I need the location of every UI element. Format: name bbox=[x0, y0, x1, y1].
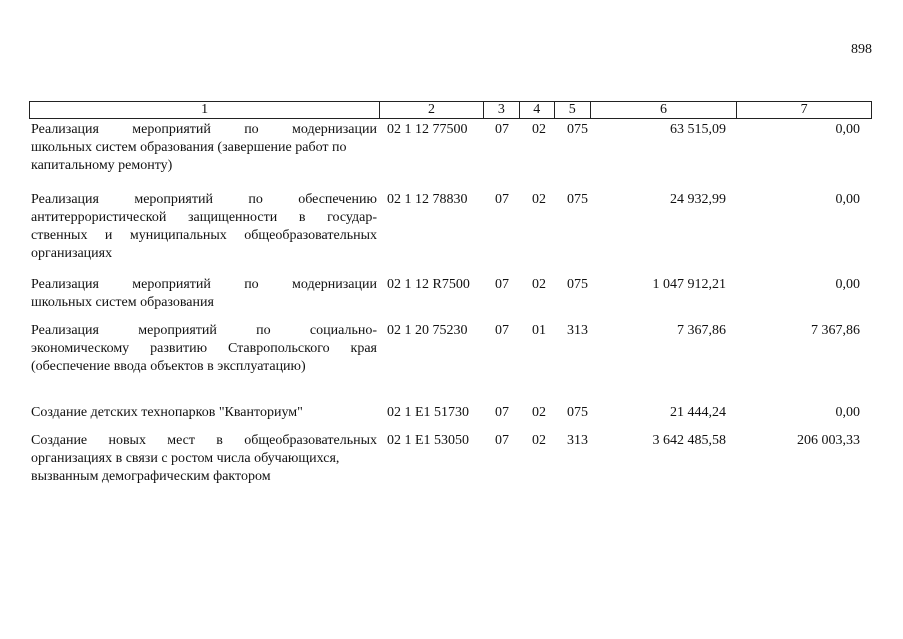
row-col-3: 07 bbox=[495, 433, 509, 448]
row-col-4: 02 bbox=[532, 122, 546, 137]
row-description bbox=[31, 322, 377, 376]
row-amount-6: 24 932,99 bbox=[670, 192, 726, 207]
row-code: 02 1 E1 53050 bbox=[387, 433, 470, 448]
row-amount-7: 0,00 bbox=[835, 277, 860, 292]
row-amount-7: 206 003,33 bbox=[797, 433, 860, 448]
row-description bbox=[31, 191, 377, 263]
row-amount-7: 0,00 bbox=[835, 122, 860, 137]
header-col-6: 6 bbox=[591, 102, 738, 118]
description-line: вызванным демографическим фактором bbox=[31, 469, 271, 484]
page-number: 898 bbox=[851, 42, 872, 57]
row-amount-7: 0,00 bbox=[835, 405, 860, 420]
row-description bbox=[31, 276, 377, 312]
row-col-5: 075 bbox=[567, 277, 588, 292]
row-col-3: 07 bbox=[495, 192, 509, 207]
row-description bbox=[31, 121, 377, 175]
header-col-4: 4 bbox=[520, 102, 555, 118]
description-line: организациях bbox=[31, 246, 113, 261]
description-line: экономическому развитию Ставропольского края bbox=[31, 341, 377, 356]
row-col-4: 02 bbox=[532, 405, 546, 420]
row-col-3: 07 bbox=[495, 277, 509, 292]
row-amount-6: 63 515,09 bbox=[670, 122, 726, 137]
row-col-5: 313 bbox=[567, 433, 588, 448]
row-col-4: 01 bbox=[532, 323, 546, 338]
row-code: 02 1 12 R7500 bbox=[387, 277, 470, 292]
description-line: Создание детских технопарков "Кванториум" bbox=[31, 405, 303, 420]
description-line: антитеррористической защищенности в государ- bbox=[31, 210, 377, 225]
row-col-5: 313 bbox=[567, 323, 588, 338]
header-col-7: 7 bbox=[800, 102, 808, 117]
row-col-5: 075 bbox=[567, 192, 588, 207]
row-col-4: 02 bbox=[532, 192, 546, 207]
description-line: капитальному ремонту) bbox=[31, 158, 173, 173]
row-code: 02 1 12 77500 bbox=[387, 122, 468, 137]
row-amount-6: 7 367,86 bbox=[677, 323, 726, 338]
row-amount-7: 0,00 bbox=[835, 192, 860, 207]
description-line: школьных систем образования bbox=[31, 295, 214, 310]
description-line: Создание новых мест в общеобразовательных bbox=[31, 433, 377, 448]
description-line: Реализация мероприятий по социально- bbox=[31, 323, 377, 338]
header-col-5: 5 bbox=[555, 102, 591, 118]
row-col-4: 02 bbox=[532, 433, 546, 448]
table-header bbox=[29, 101, 872, 119]
description-line: Реализация мероприятий по обеспечению bbox=[31, 192, 377, 207]
row-code: 02 1 12 78830 bbox=[387, 192, 468, 207]
row-amount-6: 21 444,24 bbox=[670, 405, 726, 420]
header-col-3: 3 bbox=[484, 102, 520, 118]
row-col-3: 07 bbox=[495, 122, 509, 137]
description-line: (обеспечение ввода объектов в эксплуатацию) bbox=[31, 359, 306, 374]
row-amount-6: 3 642 485,58 bbox=[652, 433, 726, 448]
row-col-5: 075 bbox=[567, 405, 588, 420]
row-code: 02 1 E1 51730 bbox=[387, 405, 470, 420]
row-col-3: 07 bbox=[495, 323, 509, 338]
row-description bbox=[31, 404, 377, 422]
description-line: Реализация мероприятий по модернизации bbox=[31, 122, 377, 137]
description-line: ственных и муниципальных общеобразовательных bbox=[31, 228, 377, 243]
description-line: организациях в связи с ростом числа обучающихся, bbox=[31, 451, 340, 466]
description-line: Реализация мероприятий по модернизации bbox=[31, 277, 377, 292]
row-amount-7: 7 367,86 bbox=[811, 323, 860, 338]
description-line: школьных систем образования (завершение работ по bbox=[31, 140, 347, 155]
header-col-1: 1 bbox=[30, 102, 380, 118]
row-col-4: 02 bbox=[532, 277, 546, 292]
row-col-5: 075 bbox=[567, 122, 588, 137]
row-code: 02 1 20 75230 bbox=[387, 323, 468, 338]
row-description bbox=[31, 432, 377, 486]
row-amount-6: 1 047 912,21 bbox=[652, 277, 726, 292]
row-col-3: 07 bbox=[495, 405, 509, 420]
header-col-2: 2 bbox=[380, 102, 484, 118]
